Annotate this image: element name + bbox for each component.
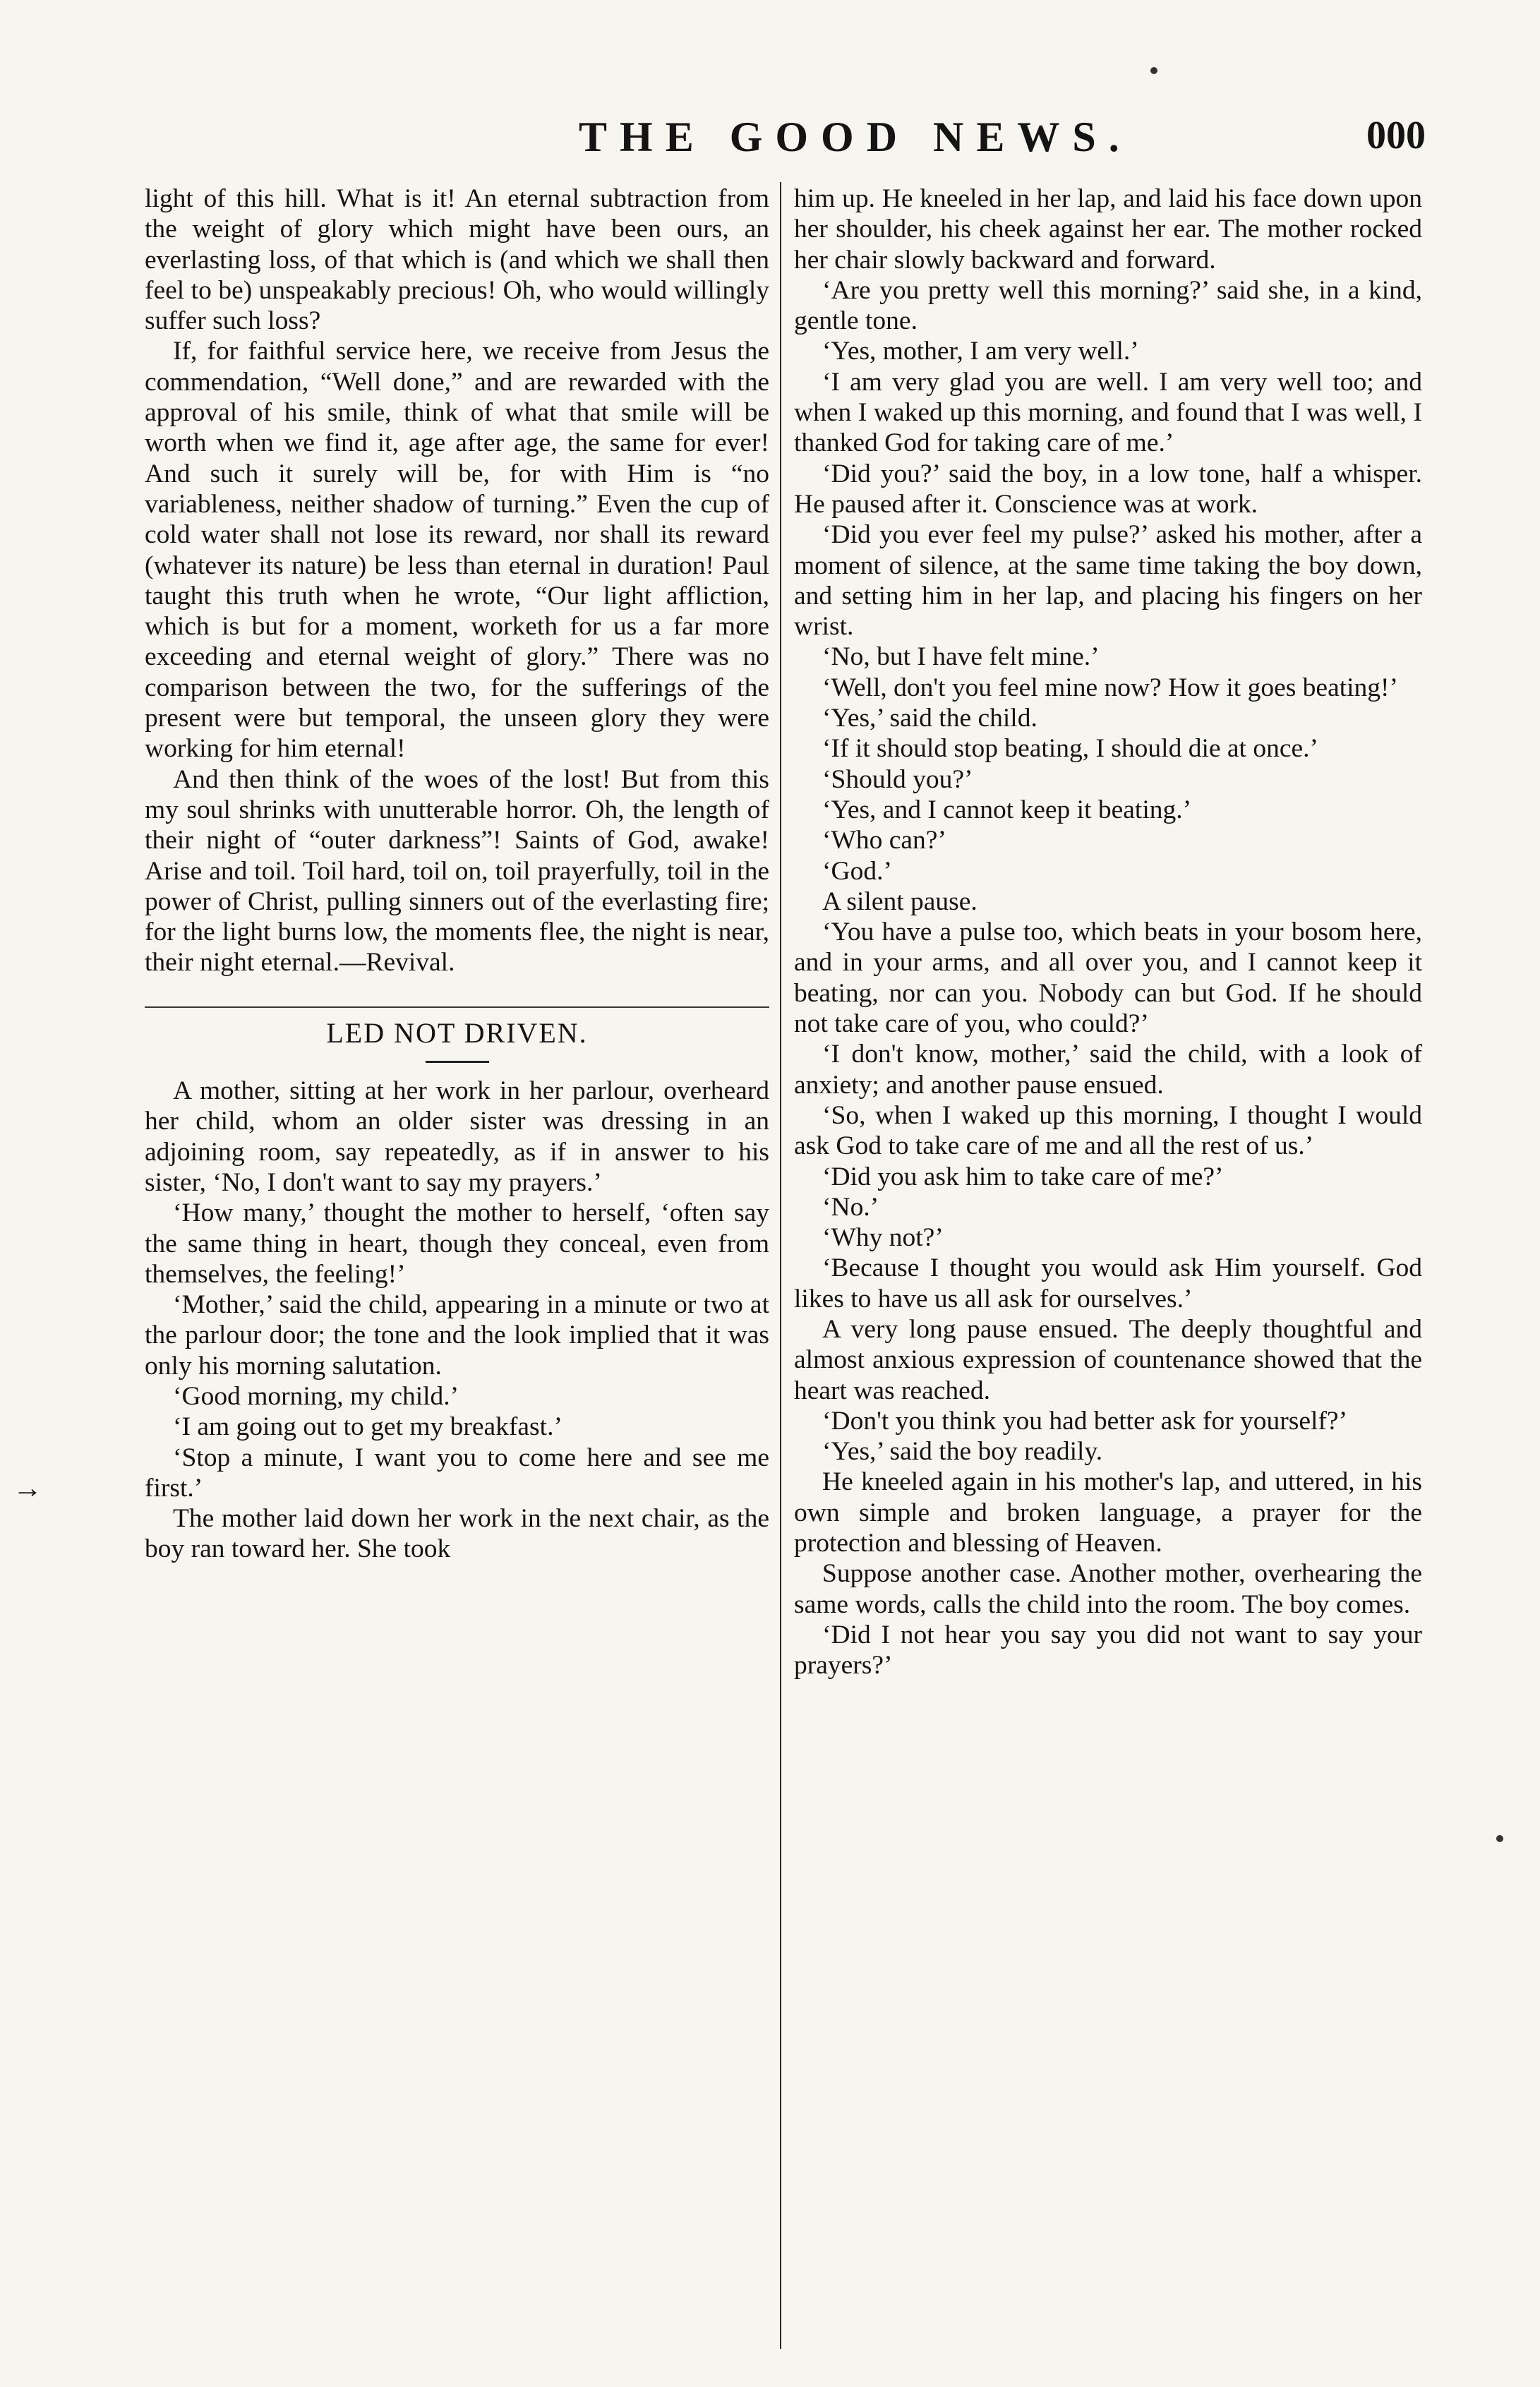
page-header xyxy=(141,113,1426,169)
story-paragraph: ‘Should you?’ xyxy=(822,764,973,794)
story-paragraph: ‘Well, don't you feel mine now? How it goes beating!’ xyxy=(822,673,1399,702)
story-paragraph: A silent pause. xyxy=(822,886,977,916)
story-paragraph: The mother laid down her work in the next chair, as the boy ran toward her. She took xyxy=(145,1504,769,1564)
ink-speck xyxy=(1496,1835,1503,1842)
page-number: 000 xyxy=(1366,114,1426,157)
story-paragraph: ‘I am very glad you are well. I am very well too; and when I waked up this morning, and found that I was well, I thanked God for taking care of me.’ xyxy=(794,367,1422,458)
story-paragraph: A very long pause ensued. The deeply thoughtful and almost anxious expression of countenance showed that the heart was reached. xyxy=(794,1314,1422,1405)
article-paragraph: light of this hill. What is it! An eternal subtraction from the weight of glory which might have been ours, an everlasting loss, of that which is (and which we shall then feel to be) unspeakably precious! Oh, who would willingly suffer such loss? xyxy=(145,184,769,336)
ink-speck xyxy=(1150,67,1157,74)
story-paragraph: ‘God.’ xyxy=(822,856,892,886)
masthead-title: THE GOOD NEWS. xyxy=(579,114,1132,160)
story-paragraph: ‘Because I thought you would ask Him yourself. God likes to have us all ask for ourselves.’ xyxy=(794,1253,1422,1313)
story-paragraph: ‘Don't you think you had better ask for yourself?’ xyxy=(822,1406,1348,1436)
story-paragraph: ‘Who can?’ xyxy=(822,826,946,855)
heading-rule xyxy=(426,1061,489,1063)
story-paragraph: He kneeled again in his mother's lap, and uttered, in his own simple and broken language, a prayer for the protection and blessing of Heaven. xyxy=(794,1467,1422,1558)
story-paragraph: ‘If it should stop beating, I should die at once.’ xyxy=(822,734,1318,764)
story-paragraph: ‘So, when I waked up this morning, I thought I would ask God to take care of me and all the rest of us.’ xyxy=(794,1100,1422,1161)
story-paragraph: ‘Did you ask him to take care of me?’ xyxy=(822,1162,1224,1191)
article-paragraph: And then think of the woes of the lost! But from this my soul shrinks with unutterable horror. Oh, the length of their night of “outer darkness”! Saints of God, awake! Arise and toil. Toil hard, toil on, toil prayerfully, toil in the power of Christ, pulling sinners out of the everlasting fire; for the light burns low, the moments flee, the night is near, their night eternal.—Revival. xyxy=(145,764,769,978)
column-divider xyxy=(780,182,781,2349)
section-heading: LED NOT DRIVEN. xyxy=(145,1006,769,1048)
story-paragraph: ‘Did I not hear you say you did not want to say your prayers?’ xyxy=(794,1620,1422,1680)
story-paragraph: ‘Yes,’ said the boy readily. xyxy=(822,1437,1103,1467)
left-column xyxy=(145,184,769,1565)
article-paragraph: If, for faithful service here, we receive from Jesus the commendation, “Well done,” and are rewarded with the approval of his smile, think of what that smile will be worth when we find it, age after age, the same for ever! And such it surely will be, for with Him is “no variableness, neither shadow of turning.” Even the cup of cold water shall not lose its reward, nor shall its reward (whatever its nature) be less than eternal in duration! Paul taught this truth when he wrote, “Our light affliction, which is but for a moment, worketh for us a far more exceeding and eternal weight of glory.” There was no comparison between the two, for the sufferings of the present were but temporal, the unseen glory they were working for him eternal! xyxy=(145,337,769,764)
story-paragraph: ‘Stop a minute, I want you to come here and see me first.’ xyxy=(145,1443,769,1503)
margin-arrow-mark: → xyxy=(13,1472,42,1505)
story-paragraph: him up. He kneeled in her lap, and laid his face down upon her shoulder, his cheek against her ear. The mother rocked her chair slowly backward and forward. xyxy=(794,184,1422,275)
story-paragraph: ‘I don't know, mother,’ said the child, with a look of anxiety; and another pause ensued. xyxy=(794,1040,1422,1100)
story-paragraph: ‘I am going out to get my breakfast.’ xyxy=(173,1412,563,1442)
story-paragraph: ‘Are you pretty well this morning?’ said she, in a kind, gentle tone. xyxy=(794,275,1422,336)
story-paragraph: A mother, sitting at her work in her parlour, overheard her child, whom an older sister was dressing in an adjoining room, say repeatedly, as if in answer to his sister, ‘No, I don't want to say my prayers.’ xyxy=(145,1076,769,1197)
story-paragraph: ‘No.’ xyxy=(822,1192,879,1222)
story-paragraph: ‘Did you?’ said the boy, in a low tone, half a whisper. He paused after it. Conscience was at work. xyxy=(794,459,1422,519)
story-paragraph: Suppose another case. Another mother, overhearing the same words, calls the child into the room. The boy comes. xyxy=(794,1559,1422,1619)
story-paragraph: ‘Mother,’ said the child, appearing in a minute or two at the parlour door; the tone and the look implied that it was only his morning salutation. xyxy=(145,1290,769,1381)
right-column xyxy=(794,184,1422,1681)
story-paragraph: ‘Good morning, my child.’ xyxy=(173,1381,459,1411)
story-paragraph: ‘How many,’ thought the mother to herself, ‘often say the same thing in heart, though they conceal, even from themselves, the feeling!’ xyxy=(145,1198,769,1289)
story-paragraph: ‘Yes, and I cannot keep it beating.’ xyxy=(822,795,1192,824)
story-paragraph: ‘Yes, mother, I am very well.’ xyxy=(822,337,1139,366)
story-paragraph: ‘Why not?’ xyxy=(822,1223,944,1253)
story-paragraph: ‘You have a pulse too, which beats in your bosom here, and in your arms, and all over you, and I cannot keep it beating, nor can you. Nobody can but God. If he should not take care of you, who could?’ xyxy=(794,918,1422,1039)
story-paragraph: ‘Did you ever feel my pulse?’ asked his mother, after a moment of silence, at the same time taking the boy down, and setting him in her lap, and placing his fingers on her wrist. xyxy=(794,520,1422,642)
story-paragraph: ‘Yes,’ said the child. xyxy=(822,704,1037,733)
story-paragraph: ‘No, but I have felt mine.’ xyxy=(822,642,1100,672)
